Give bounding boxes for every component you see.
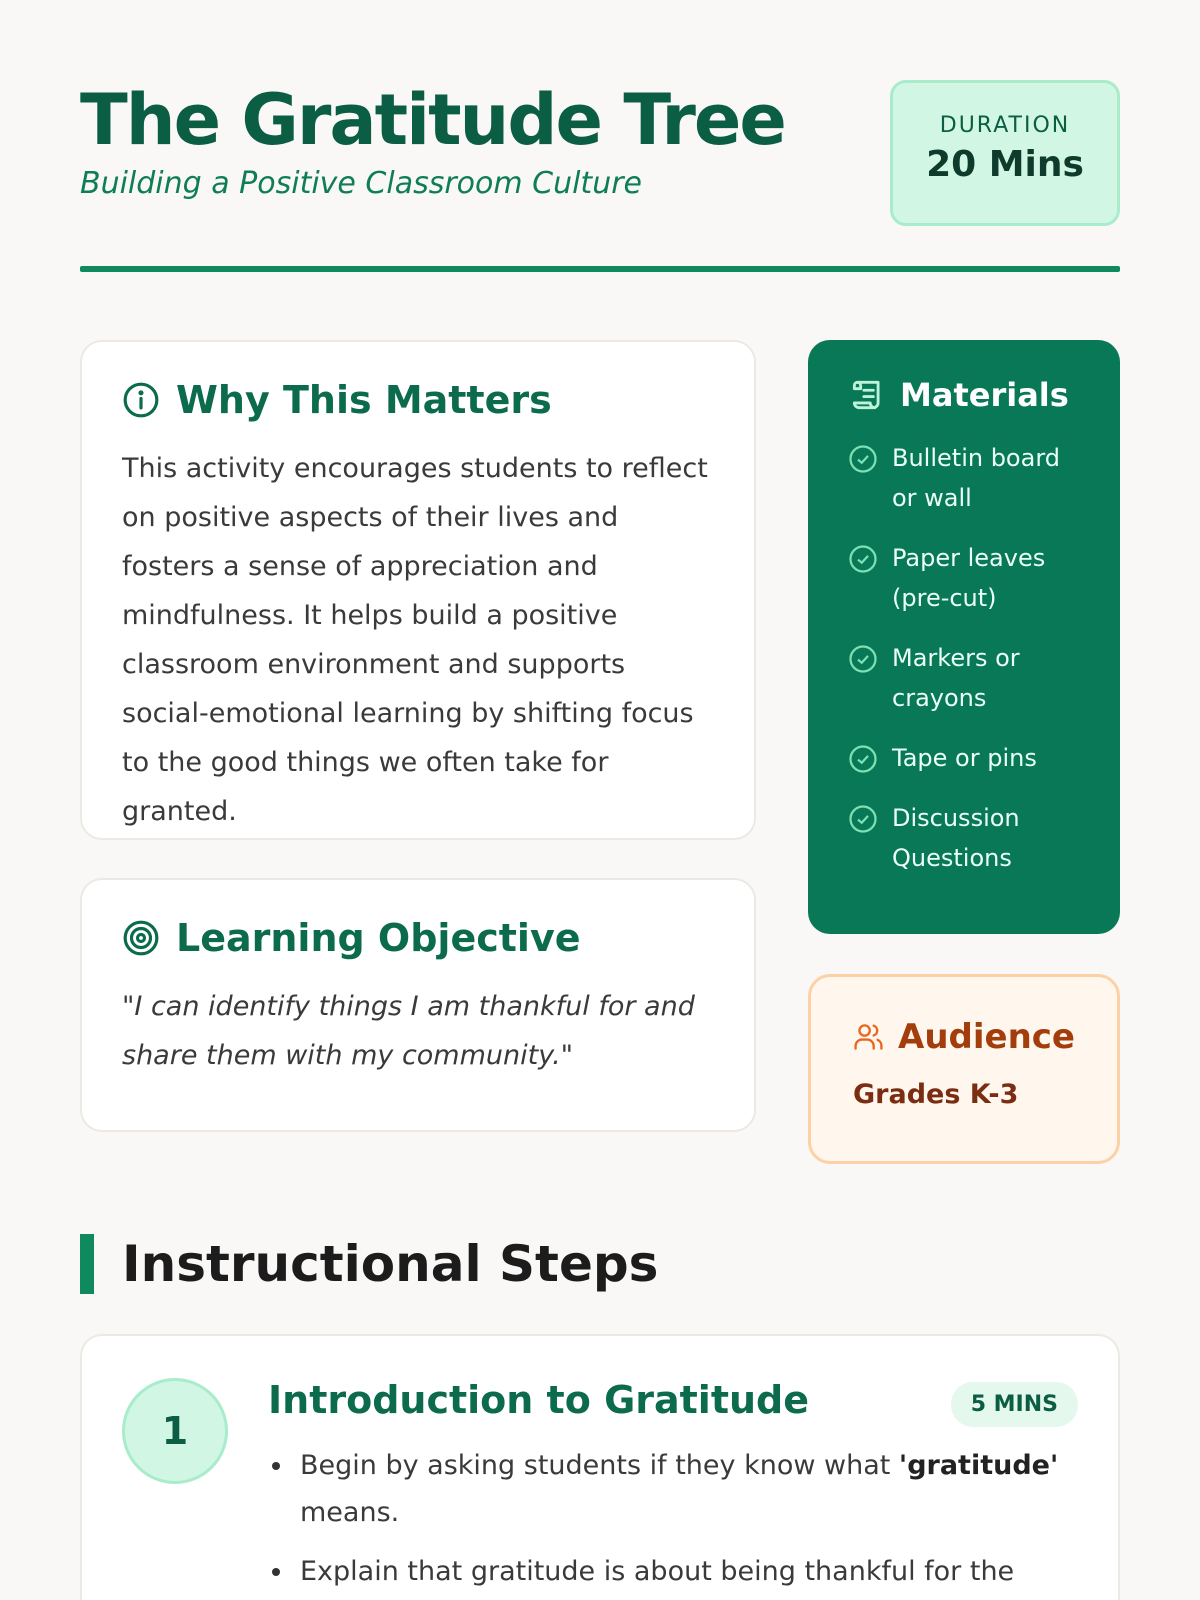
- step-number: 1: [122, 1378, 228, 1484]
- materials-list: [848, 438, 1080, 878]
- audience-title: Audience: [898, 1017, 1075, 1057]
- list-item: [848, 738, 1080, 778]
- why-card: [80, 340, 756, 840]
- steps-section-heading: [80, 1234, 658, 1294]
- step-bullets: [268, 1442, 1068, 1600]
- objective-text: "I can identify things I am thankful for and share them with my community.": [122, 991, 695, 1071]
- target-icon: [122, 919, 160, 957]
- step-card: [80, 1334, 1120, 1600]
- material-label: Paper leaves (pre-cut): [892, 544, 1046, 612]
- list-item: [268, 1442, 1068, 1536]
- check-circle-icon: [848, 544, 878, 574]
- objective-card: [80, 878, 756, 1132]
- check-circle-icon: [848, 444, 878, 474]
- users-icon: [853, 1018, 884, 1056]
- list-item: [848, 798, 1080, 878]
- materials-title: Materials: [900, 376, 1069, 414]
- why-text: This activity encourages students to reflect on positive aspects of their lives and fosters a sense of appreciation and mindfulness. It helps build a positive classroom environment and supports social-emotional learning by shifting focus to the good things we often take for granted.: [122, 453, 708, 827]
- step-time-badge: 5 MINS: [951, 1382, 1078, 1427]
- duration-label: DURATION: [939, 113, 1071, 138]
- list-item: [848, 638, 1080, 718]
- materials-heading: [848, 376, 1080, 414]
- material-label: Discussion Questions: [892, 804, 1020, 872]
- duration-value: 20 Mins: [926, 144, 1084, 185]
- scroll-icon: [848, 376, 886, 414]
- page-header: [80, 80, 1120, 270]
- section-accent-bar: [80, 1234, 94, 1294]
- list-item: [848, 438, 1080, 518]
- page-subtitle: Building a Positive Classroom Culture: [80, 166, 643, 201]
- why-heading: [122, 378, 714, 422]
- bullet-text-pre: Begin by asking students if they know what: [300, 1450, 899, 1481]
- audience-grades: Grades K-3: [853, 1079, 1019, 1110]
- bullet-text-post: means.: [300, 1497, 400, 1528]
- materials-card: [808, 340, 1120, 934]
- audience-heading: [853, 1017, 1075, 1057]
- audience-card: [808, 974, 1120, 1164]
- check-circle-icon: [848, 744, 878, 774]
- check-circle-icon: [848, 644, 878, 674]
- why-title: Why This Matters: [176, 378, 552, 422]
- steps-section-title: Instructional Steps: [122, 1235, 659, 1293]
- material-label: Tape or pins: [892, 744, 1037, 772]
- objective-title: Learning Objective: [176, 916, 581, 960]
- list-item: [848, 538, 1080, 618]
- bullet-bold-term: 'gratitude': [898, 1450, 1059, 1481]
- page-title: The Gratitude Tree: [80, 79, 785, 161]
- header-divider: [80, 266, 1120, 272]
- material-label: Bulletin board or wall: [892, 444, 1060, 512]
- duration-badge: [890, 80, 1120, 226]
- info-icon: [122, 381, 160, 419]
- list-item: [268, 1548, 1068, 1595]
- step-title: Introduction to Gratitude: [268, 1378, 810, 1422]
- check-circle-icon: [848, 804, 878, 834]
- objective-heading: [122, 916, 714, 960]
- material-label: Markers or crayons: [892, 644, 1020, 712]
- bullet-text: Explain that gratitude is about being thankful for the: [300, 1556, 1015, 1587]
